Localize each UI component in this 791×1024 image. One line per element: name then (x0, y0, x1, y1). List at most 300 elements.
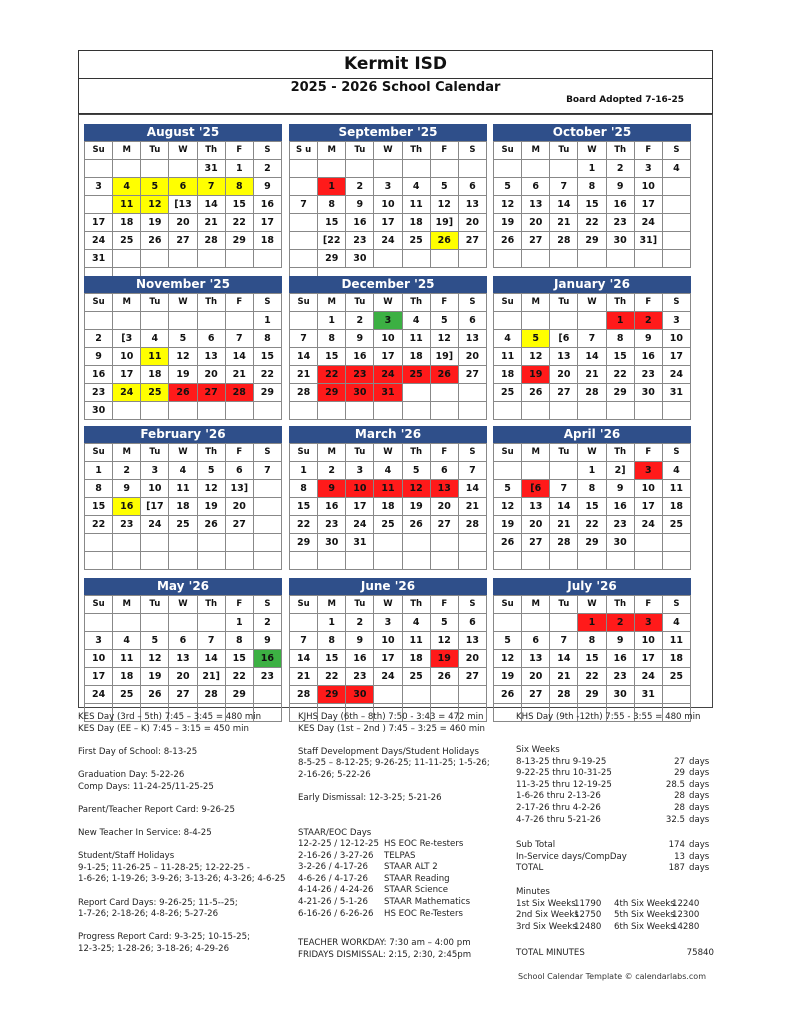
day-cell (459, 686, 487, 704)
totals-row (516, 840, 716, 852)
day-cell: 7 (226, 330, 254, 348)
day-cell: 16 (607, 498, 635, 516)
board-adopted-note: Board Adopted 7-16-25 (566, 95, 684, 105)
note-line: Early Dismissal: 12-3-25; 5-21-26 (298, 793, 442, 804)
day-cell (290, 614, 318, 632)
day-cell: 28 (550, 232, 578, 250)
day-cell: 4 (663, 462, 691, 480)
day-cell: 1 (578, 160, 606, 178)
month-title: October '25 (493, 124, 691, 141)
day-cell: 12 (169, 348, 197, 366)
day-cell (578, 552, 606, 570)
day-cell: 28 (550, 534, 578, 552)
six-weeks-row-label: 8-13-25 thru 9-19-25 (516, 756, 607, 767)
day-cell: 13 (459, 196, 487, 214)
note-line (298, 805, 490, 817)
minutes-title: Minutes (516, 887, 550, 897)
weekday-header: F (635, 142, 663, 160)
day-cell: 25 (113, 232, 141, 250)
day-cell: 13 (198, 348, 226, 366)
day-cell: 28 (198, 686, 226, 704)
weekday-header: Su (290, 294, 318, 312)
day-cell: 19 (494, 516, 522, 534)
day-cell: 7 (578, 330, 606, 348)
day-cell (85, 196, 113, 214)
day-cell (290, 232, 318, 250)
day-cell: 26 (431, 366, 459, 384)
weekday-header: Tu (141, 596, 169, 614)
day-cell: 23 (607, 668, 635, 686)
minutes-row (516, 922, 716, 934)
day-cell: 2 (635, 312, 663, 330)
day-cell (113, 250, 141, 268)
day-cell (663, 178, 691, 196)
day-cell (431, 686, 459, 704)
day-cell (141, 312, 169, 330)
weekday-header: Su (494, 444, 522, 462)
day-cell: 20 (522, 516, 550, 534)
month-calendar (84, 426, 282, 570)
day-cell (318, 402, 346, 420)
month-title: August '25 (84, 124, 282, 141)
weekday-header: F (226, 142, 254, 160)
day-cell: 15 (607, 348, 635, 366)
day-cell (113, 160, 141, 178)
weekday-header: Su (494, 294, 522, 312)
month-title: December '25 (289, 276, 487, 293)
day-cell: 23 (318, 516, 346, 534)
day-cell: 23 (346, 366, 374, 384)
day-cell: 21 (290, 366, 318, 384)
day-cell (431, 552, 459, 570)
day-cell: 9 (254, 178, 282, 196)
month-grid (289, 293, 487, 420)
weekday-header: Su (494, 596, 522, 614)
six-weeks-row-unit: days (689, 768, 710, 779)
day-cell (254, 498, 282, 516)
month-calendar (493, 578, 691, 722)
day-cell (403, 686, 431, 704)
day-cell: 14 (226, 348, 254, 366)
day-cell: 4 (374, 462, 402, 480)
day-cell: 21 (578, 366, 606, 384)
day-cell (198, 614, 226, 632)
day-cell: 6 (459, 178, 487, 196)
note-line: 1-7-26; 2-18-26; 4-8-26; 5-27-26 (78, 909, 219, 920)
day-cell: 15 (578, 196, 606, 214)
day-cell: 18 (403, 650, 431, 668)
staar-test: STAAR Science (384, 885, 449, 896)
day-cell: 25 (403, 366, 431, 384)
day-cell: 5 (494, 480, 522, 498)
day-cell: 15 (318, 348, 346, 366)
day-cell: 12 (403, 480, 431, 498)
six-weeks-row (516, 768, 716, 780)
day-cell: 22 (254, 366, 282, 384)
day-cell: 16 (607, 196, 635, 214)
staar-date: 4-14-26 / 4-24-26 (298, 885, 374, 896)
weekday-header: Th (607, 294, 635, 312)
day-cell (578, 402, 606, 420)
day-cell (403, 534, 431, 552)
day-cell (522, 402, 550, 420)
day-cell (494, 614, 522, 632)
note-line: KES Day (3rd – 5th) 7:45 – 3:45 = 480 min (78, 712, 262, 722)
day-cell: 7 (550, 178, 578, 196)
six-weeks-row-days: 28 (674, 802, 685, 813)
day-cell (113, 534, 141, 552)
day-cell: 7 (290, 330, 318, 348)
weekday-header: Tu (141, 142, 169, 160)
title-divider (79, 78, 712, 79)
day-cell: 15 (578, 498, 606, 516)
day-cell: 29 (578, 686, 606, 704)
day-cell: 13 (169, 650, 197, 668)
weekday-header: W (374, 294, 402, 312)
day-cell: 19] (431, 214, 459, 232)
weekday-header: M (522, 444, 550, 462)
day-cell: 4 (403, 614, 431, 632)
day-cell: 25 (403, 232, 431, 250)
day-cell (290, 214, 318, 232)
day-cell: 27 (431, 516, 459, 534)
weekday-header: Th (198, 294, 226, 312)
day-cell: 10 (346, 480, 374, 498)
day-cell (141, 250, 169, 268)
day-cell: 12 (141, 650, 169, 668)
weekday-header: W (374, 142, 402, 160)
day-cell: 26 (494, 232, 522, 250)
note-line: 8-5-25 – 8-12-25; 9-26-25; 11-11-25; 1-5-26; (298, 758, 490, 769)
weekday-header: Tu (346, 142, 374, 160)
day-cell: 5 (522, 330, 550, 348)
day-cell: 9 (635, 330, 663, 348)
note-line: 9-1-25; 11-26-25 – 11-28-25; 12-22-25 - (78, 862, 250, 873)
weekday-header: W (578, 294, 606, 312)
six-weeks-row-label: 9-22-25 thru 10-31-25 (516, 768, 612, 779)
minutes-a: 1st Six Weeks (516, 898, 576, 909)
day-cell: 25 (403, 668, 431, 686)
month-title: September '25 (289, 124, 487, 141)
day-cell: 3 (374, 614, 402, 632)
day-cell: 16 (85, 366, 113, 384)
note-line: KJHS Day (6th – 8th) 7:50 - 3:43 = 472 min (298, 712, 484, 722)
day-cell: 18 (663, 498, 691, 516)
day-cell: 26 (198, 516, 226, 534)
six-weeks-row-unit: days (689, 814, 710, 825)
day-cell (663, 250, 691, 268)
day-cell (318, 160, 346, 178)
day-cell: 13] (226, 480, 254, 498)
weekday-header: F (635, 444, 663, 462)
day-cell: 24 (663, 366, 691, 384)
day-cell (550, 250, 578, 268)
month-calendar (493, 276, 691, 420)
day-cell: 20 (459, 348, 487, 366)
six-weeks-row-label: 4-7-26 thru 5-21-26 (516, 814, 601, 825)
day-cell: 4 (169, 462, 197, 480)
six-weeks-row-days: 32.5 (665, 814, 685, 825)
day-cell (226, 534, 254, 552)
day-cell: 30 (607, 232, 635, 250)
weekday-header: W (578, 596, 606, 614)
day-cell: 10 (374, 196, 402, 214)
day-cell (550, 160, 578, 178)
title-box (78, 50, 713, 114)
note-line: New Teacher In Service: 8-4-25 (78, 827, 212, 838)
weekday-header: S (459, 142, 487, 160)
day-cell: 8 (318, 632, 346, 650)
totals-row (516, 852, 716, 864)
day-cell: 28 (290, 384, 318, 402)
note-line: KES Day (EE – K) 7:45 – 3:15 = 450 min (78, 723, 250, 734)
weekday-header: F (431, 142, 459, 160)
day-cell: 24 (635, 668, 663, 686)
staar-test: HS EOC Re-testers (384, 839, 464, 849)
minutes-d: 14280 (672, 921, 700, 932)
minutes-a: 2nd Six Weeks (516, 910, 579, 921)
day-cell: 13 (522, 196, 550, 214)
day-cell: 17 (374, 348, 402, 366)
workday-notes (298, 938, 471, 961)
day-cell: 11 (141, 348, 169, 366)
minutes-b: 12750 (574, 910, 602, 921)
day-cell: 20 (550, 366, 578, 384)
day-cell: 23 (85, 384, 113, 402)
day-cell: 4 (113, 632, 141, 650)
day-cell: 12 (494, 498, 522, 516)
day-cell: 4 (403, 312, 431, 330)
day-cell (169, 534, 197, 552)
month-grid (289, 443, 487, 570)
day-cell: 5 (431, 312, 459, 330)
day-cell: 6 (522, 178, 550, 196)
day-cell: 7 (198, 178, 226, 196)
day-cell: [17 (141, 498, 169, 516)
day-cell (403, 250, 431, 268)
day-cell: 14 (290, 348, 318, 366)
day-cell: 1 (318, 614, 346, 632)
weekday-header: Tu (550, 596, 578, 614)
day-cell: 7 (290, 632, 318, 650)
day-cell: 16 (254, 196, 282, 214)
day-cell: 2] (607, 462, 635, 480)
weekday-header: Th (607, 142, 635, 160)
weekday-header: F (226, 294, 254, 312)
note-line: Graduation Day: 5-22-26 (78, 769, 185, 780)
day-cell: 19] (431, 348, 459, 366)
day-cell: [6 (550, 330, 578, 348)
day-cell: 24 (346, 516, 374, 534)
day-cell: 5 (169, 330, 197, 348)
day-cell: 14 (578, 348, 606, 366)
day-cell: 15 (226, 196, 254, 214)
day-cell: 16 (113, 498, 141, 516)
day-cell: 6 (459, 312, 487, 330)
day-cell: 2 (254, 614, 282, 632)
day-cell: 4 (494, 330, 522, 348)
totals-row (516, 863, 716, 875)
weekday-header: F (431, 294, 459, 312)
day-cell: 17 (663, 348, 691, 366)
day-cell (198, 552, 226, 570)
day-cell: 7 (459, 462, 487, 480)
day-cell (522, 160, 550, 178)
day-cell: 8 (318, 196, 346, 214)
day-cell: 18 (141, 366, 169, 384)
month-calendar (289, 426, 487, 570)
day-cell: 29 (578, 534, 606, 552)
note-line (78, 840, 286, 852)
day-cell: 10 (113, 348, 141, 366)
day-cell: 9 (607, 178, 635, 196)
day-cell: 10 (635, 480, 663, 498)
day-cell: 15 (290, 498, 318, 516)
day-cell (459, 160, 487, 178)
month-title: April '26 (493, 426, 691, 443)
day-cell: 26 (141, 686, 169, 704)
day-cell: 8 (226, 632, 254, 650)
month-title: March '26 (289, 426, 487, 443)
six-weeks-row-unit: days (689, 779, 710, 790)
day-cell (113, 402, 141, 420)
minutes-c: 4th Six Weeks (614, 898, 675, 909)
day-cell: 9 (346, 632, 374, 650)
day-cell: 24 (374, 668, 402, 686)
day-cell: 13 (431, 480, 459, 498)
note-line (78, 816, 286, 828)
staar-test: STAAR ALT 2 (384, 862, 438, 873)
day-cell: 8 (318, 330, 346, 348)
day-cell (346, 160, 374, 178)
day-cell: 23 (254, 668, 282, 686)
note-line: Report Card Days: 9-26-25; 11-5--25; (78, 897, 238, 908)
day-cell: 23 (346, 668, 374, 686)
day-cell: 12 (494, 650, 522, 668)
weekday-header: F (431, 444, 459, 462)
weekday-header: Th (403, 294, 431, 312)
note-line (298, 782, 490, 794)
day-cell: 30 (607, 534, 635, 552)
day-cell: 4 (403, 178, 431, 196)
day-cell: 6 (169, 632, 197, 650)
day-cell: 25 (141, 384, 169, 402)
day-cell (141, 402, 169, 420)
day-cell (113, 614, 141, 632)
day-cell: 6 (226, 462, 254, 480)
day-cell: 31] (635, 232, 663, 250)
day-cell: 30 (346, 250, 374, 268)
day-cell: 27 (522, 232, 550, 250)
staar-date: 2-16-26 / 3-27-26 (298, 850, 374, 861)
weekday-header: Su (494, 142, 522, 160)
day-cell: 9 (85, 348, 113, 366)
month-calendar (84, 124, 282, 286)
day-cell: 22 (578, 516, 606, 534)
day-cell: 25 (663, 516, 691, 534)
day-cell: 10 (374, 632, 402, 650)
day-cell (607, 552, 635, 570)
day-cell: 13 (459, 330, 487, 348)
teacher-workday: TEACHER WORKDAY: 7:30 am – 4:00 pm (298, 938, 471, 948)
minutes-a: 3rd Six Weeks (516, 921, 577, 932)
day-cell: 27 (459, 668, 487, 686)
weekday-header: M (522, 142, 550, 160)
day-cell: [3 (113, 330, 141, 348)
day-cell: 21 (459, 498, 487, 516)
day-cell: 27 (459, 232, 487, 250)
day-cell: 22 (578, 668, 606, 686)
page-subtitle: 2025 - 2026 School Calendar (290, 80, 501, 95)
day-cell (85, 552, 113, 570)
weekday-header: S (254, 596, 282, 614)
day-cell: 18 (254, 232, 282, 250)
day-cell (663, 534, 691, 552)
note-line: STAAR/EOC Days (298, 827, 372, 838)
day-cell: 27 (459, 366, 487, 384)
day-cell: 24 (635, 214, 663, 232)
totals-row-days: 13 (674, 851, 685, 862)
day-cell (374, 686, 402, 704)
month-calendar (493, 124, 691, 268)
day-cell: 5 (198, 462, 226, 480)
day-cell: 28 (290, 686, 318, 704)
day-cell: 15 (318, 214, 346, 232)
weekday-header: Th (198, 596, 226, 614)
day-cell (522, 614, 550, 632)
day-cell: 1 (226, 614, 254, 632)
totals-row-days: 187 (668, 863, 685, 874)
day-cell: 24 (635, 516, 663, 534)
day-cell (522, 552, 550, 570)
staar-row (298, 839, 470, 851)
day-cell (635, 402, 663, 420)
day-cell (169, 552, 197, 570)
day-cell: 12 (141, 196, 169, 214)
day-cell (198, 402, 226, 420)
day-cell (226, 250, 254, 268)
day-cell: 6 (522, 632, 550, 650)
day-cell: 31 (663, 384, 691, 402)
day-cell: 17 (374, 650, 402, 668)
day-cell: 2 (85, 330, 113, 348)
middle-notes (298, 712, 490, 840)
weekday-header: S (459, 444, 487, 462)
footer-credit: School Calendar Template © calendarlabs.com (518, 972, 706, 981)
day-cell: 4 (663, 160, 691, 178)
day-cell: 30 (346, 686, 374, 704)
day-cell (113, 312, 141, 330)
day-cell (113, 552, 141, 570)
day-cell: 20 (169, 668, 197, 686)
day-cell (494, 402, 522, 420)
day-cell (374, 160, 402, 178)
day-cell: 25 (374, 516, 402, 534)
day-cell: 7 (290, 196, 318, 214)
day-cell: 24 (374, 366, 402, 384)
day-cell: 28 (198, 232, 226, 250)
month-grid (493, 141, 691, 268)
day-cell: 29 (578, 232, 606, 250)
day-cell: 18 (169, 498, 197, 516)
day-cell: 30 (607, 686, 635, 704)
weekday-header: Th (198, 142, 226, 160)
weekday-header: Tu (346, 444, 374, 462)
day-cell: 9 (607, 480, 635, 498)
day-cell (403, 402, 431, 420)
note-line: 2-16-26; 5-22-26 (298, 769, 371, 780)
day-cell: 31 (635, 686, 663, 704)
